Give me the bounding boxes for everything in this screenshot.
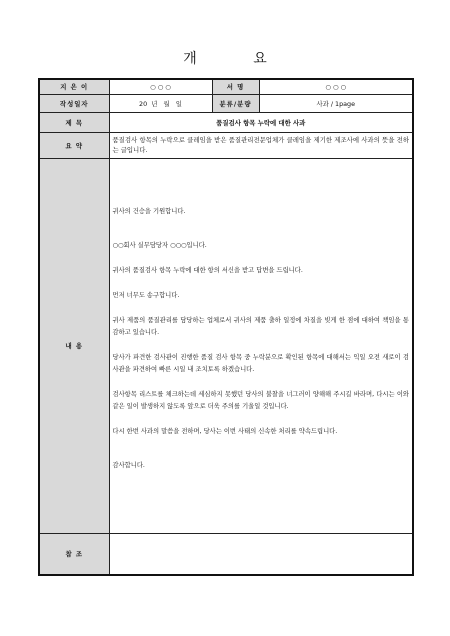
row-summary bbox=[39, 132, 413, 158]
summary-table bbox=[38, 78, 414, 576]
row-subject bbox=[39, 112, 413, 132]
signature-value: ○ ○ ○ bbox=[259, 79, 413, 94]
category-value: 사과 / 1page bbox=[259, 94, 413, 112]
row-date bbox=[39, 94, 413, 112]
content-paragraph: 귀사의 건승을 기원합니다. bbox=[112, 208, 186, 215]
author-label: 지 은 이 bbox=[39, 79, 109, 94]
content-paragraph: 다시 한번 사과의 말씀을 전하며, 당사는 이번 사태의 신속한 처리를 약속드립니다. bbox=[112, 428, 338, 435]
content-paragraph: 검사항목 리스트를 체크하는데 세심하지 못했던 당사의 불찰을 너그러이 양해해 주시길 바라며, 다시는 이와 같은 일이 발생하지 않도록 앞으로 더욱 주의를 기울일 것입니다. bbox=[112, 391, 409, 410]
content-paragraph: 먼저 너무도 송구합니다. bbox=[112, 292, 180, 299]
content-paragraph: 귀사의 품질검사 항목 누락에 대한 항의 서신을 받고 답변을 드립니다. bbox=[112, 267, 303, 274]
reference-value bbox=[109, 533, 413, 575]
row-author bbox=[39, 79, 413, 94]
signature-label: 서 명 bbox=[212, 79, 259, 94]
document-title: 개 요 bbox=[183, 51, 293, 67]
content-paragraph: 감사합니다. bbox=[112, 462, 145, 469]
subject-label: 제 목 bbox=[39, 112, 109, 132]
content-paragraph: ○○회사 실무담당자 ○○○입니다. bbox=[112, 242, 207, 249]
content-label: 내 용 bbox=[39, 158, 109, 533]
content-paragraph: 귀사 제품의 품질관리를 담당하는 업체로서 귀사의 제품 출하 일정에 차질을 빚게 한 점에 대하여 책임을 통감하고 있습니다. bbox=[112, 317, 409, 336]
date-value: 20 년 월 일 bbox=[109, 94, 212, 112]
row-reference bbox=[39, 533, 413, 575]
summary-value: 품질검사 항목의 누락으로 클레임을 받은 품질관리전문업체가 클레임을 제기한 제조사에 사과의 뜻을 전하는 글입니다. bbox=[109, 132, 413, 158]
row-content bbox=[39, 158, 413, 533]
reference-label: 참 조 bbox=[39, 533, 109, 575]
subject-value: 품질검사 항목 누락에 대한 사과 bbox=[109, 112, 413, 132]
content-body bbox=[109, 158, 413, 533]
content-paragraph: 당사가 파견한 검사관이 진행한 품질 검사 항목 중 누락분으로 확인된 항목에 대해서는 익일 오전 새로이 검사관을 파견하여 빠른 시일 내 조치토록 하겠습니다. bbox=[112, 354, 409, 373]
date-label: 작성일자 bbox=[39, 94, 109, 112]
summary-label: 요 약 bbox=[39, 132, 109, 158]
category-label: 분류/분량 bbox=[212, 94, 259, 112]
author-value: ○ ○ ○ bbox=[109, 79, 212, 94]
